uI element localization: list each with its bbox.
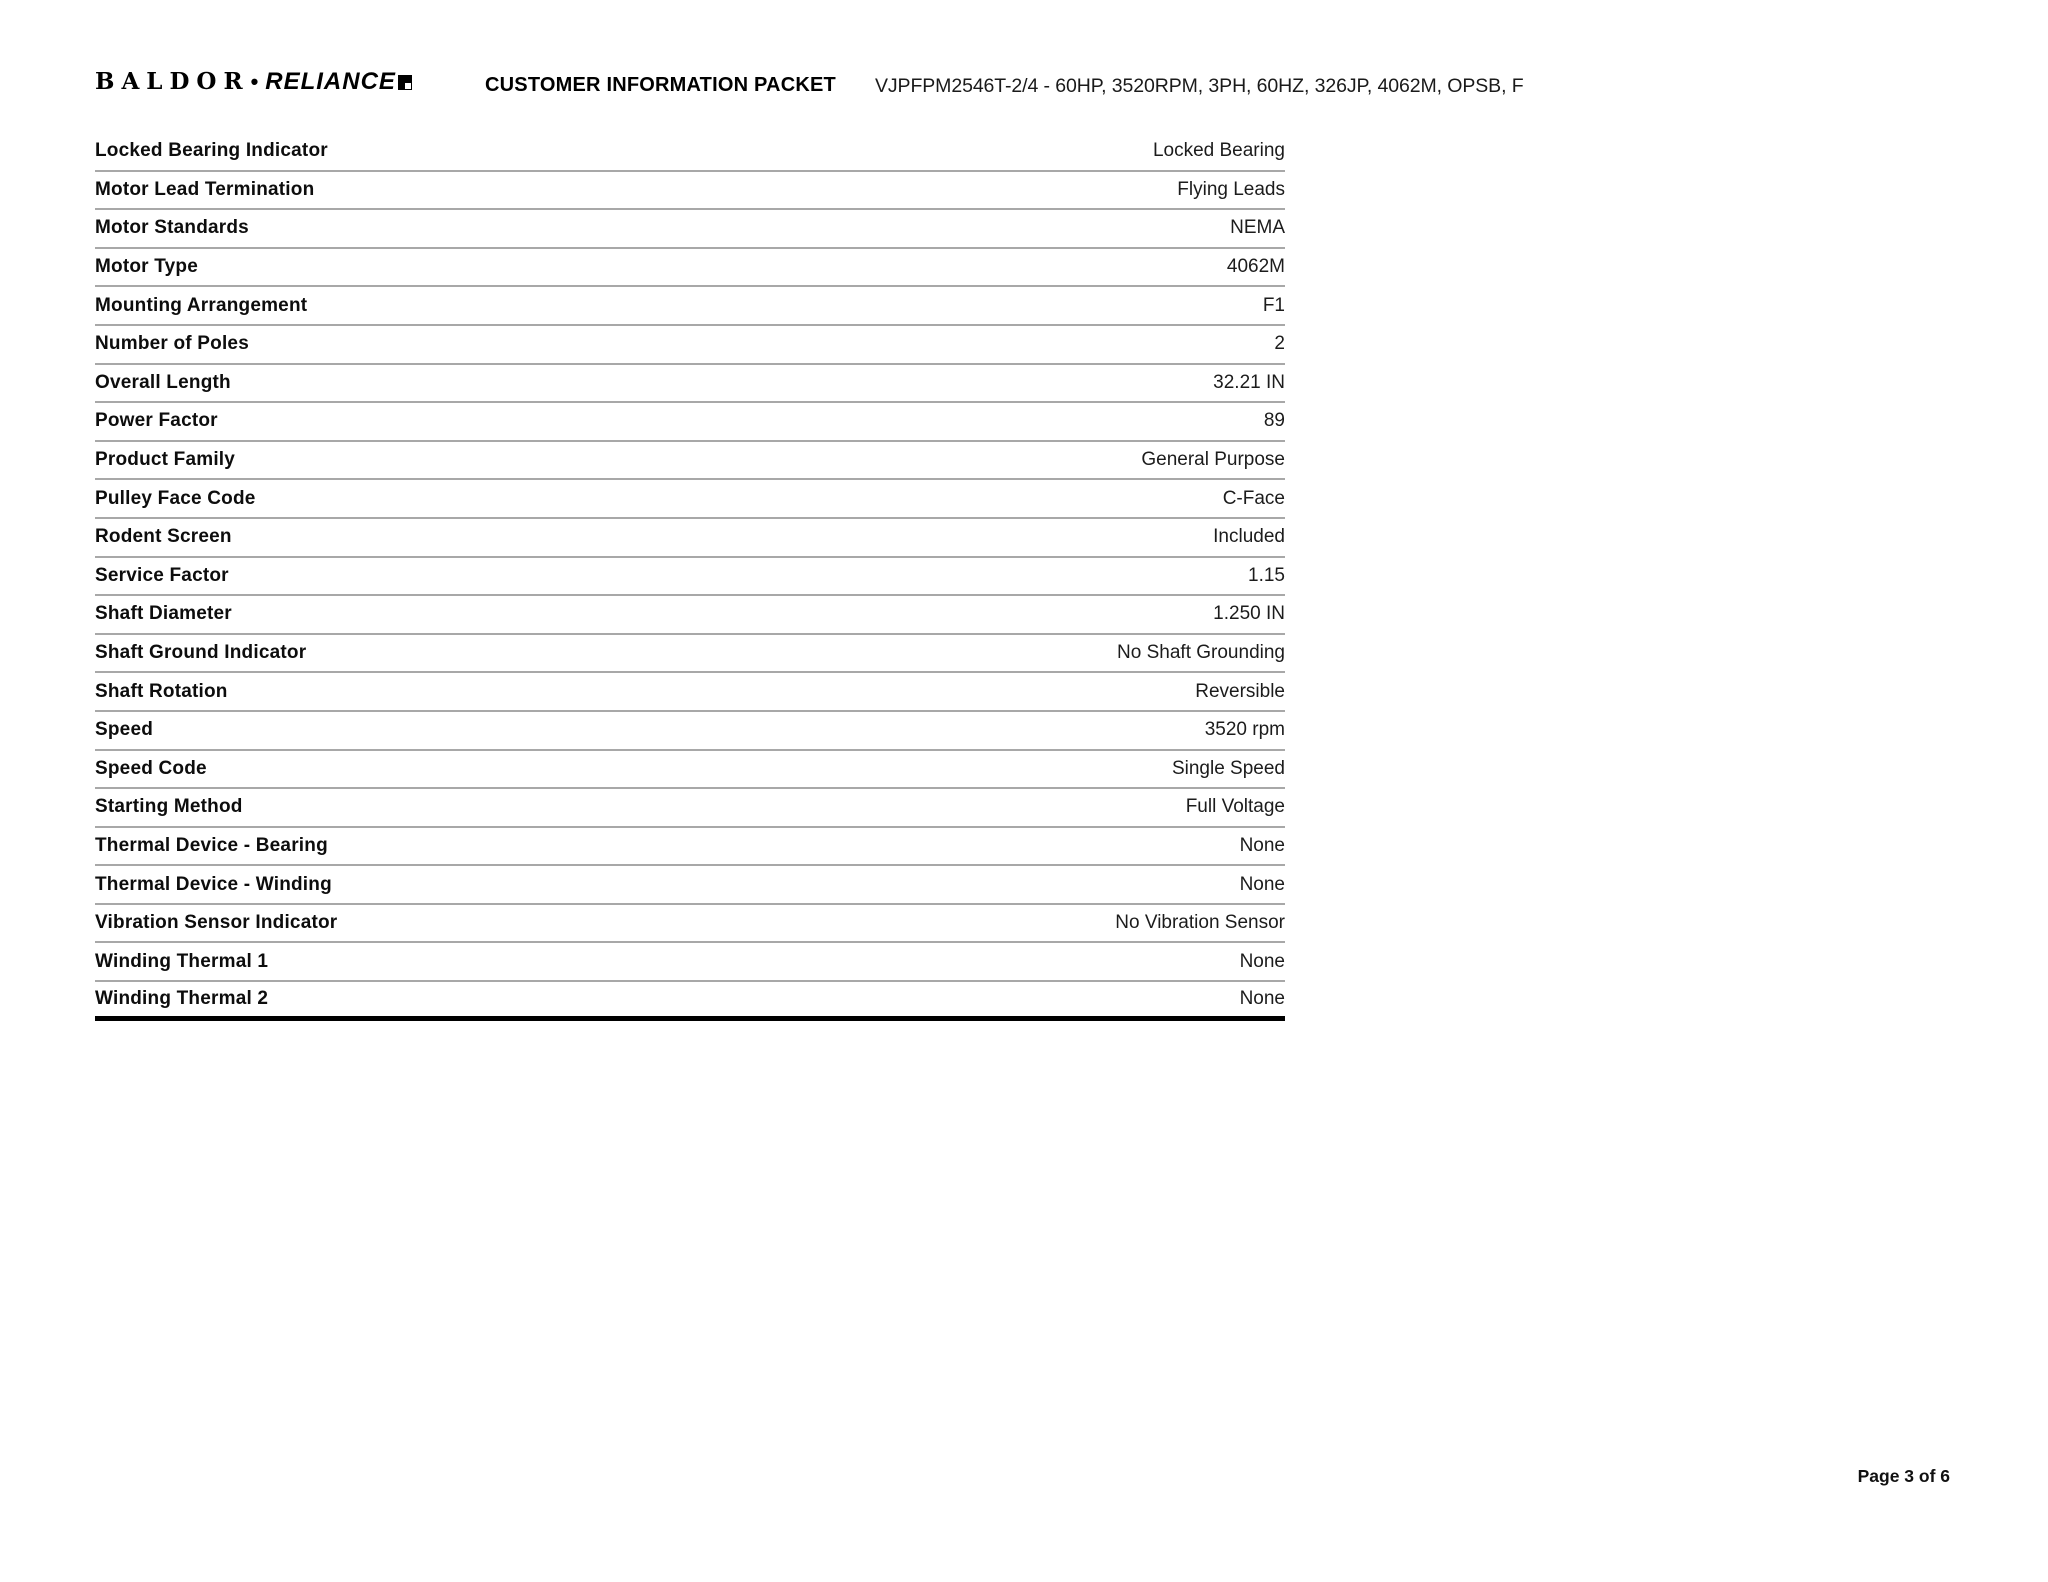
page-header — [0, 0, 2048, 110]
spec-value: Locked Bearing — [1152, 140, 1285, 162]
table-row — [95, 326, 1285, 365]
table-row — [95, 905, 1285, 944]
spec-label: Thermal Device - Bearing — [95, 834, 328, 856]
spec-label: Winding Thermal 2 — [95, 987, 269, 1009]
table-row — [95, 442, 1285, 481]
table-row — [95, 403, 1285, 442]
table-row — [95, 673, 1285, 712]
spec-label: Winding Thermal 1 — [95, 950, 269, 972]
spec-label: Motor Standards — [95, 217, 249, 239]
table-row — [95, 982, 1285, 1021]
logo-dot-separator: • — [250, 69, 259, 94]
spec-value: No Vibration Sensor — [1115, 912, 1285, 934]
logo-reliance-text: RELIANCE — [265, 68, 396, 95]
spec-label: Pulley Face Code — [95, 487, 256, 509]
table-row — [95, 210, 1285, 249]
spec-label: Shaft Diameter — [95, 603, 232, 625]
spec-value: 2 — [1274, 333, 1285, 355]
spec-value: No Shaft Grounding — [1117, 642, 1285, 664]
table-row — [95, 866, 1285, 905]
spec-value: Full Voltage — [1185, 796, 1285, 818]
spec-value: 3520 rpm — [1204, 719, 1285, 741]
spec-label: Product Family — [95, 449, 236, 471]
table-row — [95, 635, 1285, 674]
spec-value: None — [1239, 834, 1285, 856]
table-row — [95, 480, 1285, 519]
spec-label: Service Factor — [95, 564, 229, 586]
table-row — [95, 133, 1285, 172]
table-row — [95, 558, 1285, 597]
spec-value: C-Face — [1222, 487, 1285, 509]
table-row — [95, 789, 1285, 828]
spec-label: Shaft Ground Indicator — [95, 642, 307, 664]
spec-label: Speed Code — [95, 757, 207, 779]
spec-value: None — [1239, 873, 1285, 895]
spec-value: 4062M — [1226, 256, 1285, 278]
spec-label: Shaft Rotation — [95, 680, 228, 702]
table-row — [95, 751, 1285, 790]
spec-value: 89 — [1263, 410, 1285, 432]
table-row — [95, 287, 1285, 326]
spec-label: Thermal Device - Winding — [95, 873, 332, 895]
baldor-reliance-logo — [95, 68, 412, 96]
spec-value: Reversible — [1195, 680, 1285, 702]
spec-label: Motor Lead Termination — [95, 178, 315, 200]
spec-value: None — [1239, 987, 1285, 1009]
logo-baldor-text: BALDOR — [95, 68, 250, 95]
spec-label: Number of Poles — [95, 333, 249, 355]
spec-label: Vibration Sensor Indicator — [95, 912, 338, 934]
spec-label: Locked Bearing Indicator — [95, 140, 328, 162]
spec-value: NEMA — [1230, 217, 1285, 239]
table-row — [95, 172, 1285, 211]
logo-flag-icon — [398, 75, 412, 90]
table-row — [95, 828, 1285, 867]
product-spec-line: VJPFPM2546T-2/4 - 60HP, 3520RPM, 3PH, 60HZ, 326JP, 4062M, OPSB, F — [875, 75, 1524, 97]
document-title: CUSTOMER INFORMATION PACKET — [485, 74, 836, 96]
spec-value: F1 — [1262, 294, 1285, 316]
spec-label: Overall Length — [95, 371, 231, 393]
spec-label: Motor Type — [95, 256, 198, 278]
spec-label: Power Factor — [95, 410, 218, 432]
table-row — [95, 365, 1285, 404]
table-row — [95, 596, 1285, 635]
spec-table — [95, 133, 1285, 1021]
spec-value: Flying Leads — [1177, 178, 1285, 200]
spec-value: 1.250 IN — [1213, 603, 1285, 625]
spec-value: Included — [1213, 526, 1285, 548]
spec-label: Rodent Screen — [95, 526, 232, 548]
spec-value: General Purpose — [1141, 449, 1285, 471]
spec-label: Starting Method — [95, 796, 243, 818]
spec-label: Speed — [95, 719, 154, 741]
table-row — [95, 519, 1285, 558]
spec-value: None — [1239, 950, 1285, 972]
page-number: Page 3 of 6 — [1857, 1466, 1950, 1486]
spec-value: Single Speed — [1171, 757, 1285, 779]
spec-value: 32.21 IN — [1213, 371, 1285, 393]
spec-value: 1.15 — [1248, 564, 1285, 586]
table-row — [95, 943, 1285, 982]
spec-label: Mounting Arrangement — [95, 294, 308, 316]
table-row — [95, 712, 1285, 751]
table-row — [95, 249, 1285, 288]
